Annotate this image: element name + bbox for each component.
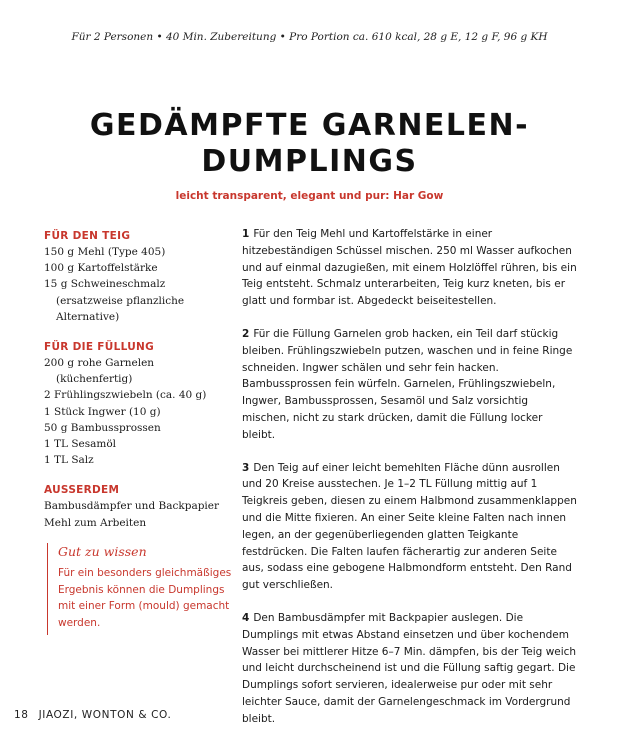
ingredient-item: 100 g Kartoffelstärke [44, 262, 158, 275]
ingredient-item: Mehl zum Arbeiten [44, 516, 147, 529]
step-text: Für die Füllung Garnelen grob hacken, ein Teil darf stückig bleiben. Frühlingszwiebeln putzen, waschen und in feine Ringe schneiden. Ingwer schälen und sehr fein hacken. Bambussprossen fein würfeln. Garnelen, Frühlingszwiebeln, Ingwer, Bambussprossen, Sesamöl und Salz vorsichtig mischen, nicht zu stark drücken, damit die Füllung locker bleibt. [242, 327, 573, 441]
ingredient-item: 200 g rohe Garnelen (küchenfertig) [44, 357, 155, 386]
recipe-title-line-1: GEDÄMPFTE GARNELEN- [89, 108, 530, 143]
ingredient-item: 1 TL Sesamöl [44, 438, 117, 451]
recipe-title [0, 108, 619, 180]
section-heading: FÜR DEN TEIG [44, 230, 131, 242]
ingredients-section-filling [44, 339, 226, 468]
ingredient-item: 150 g Mehl (Type 405) [44, 246, 166, 258]
ingredient-item: 1 Stück Ingwer (10 g) [44, 405, 161, 418]
step-text: Den Bambusdämpfer mit Backpapier auslegen. Die Dumplings mit etwas Abstand einsetzen und über kochendem Wasser bei mittlerer Hitze 6–7 Min. dämpfen, bis der Teig weich und leicht durchscheinend ist und die Füllung saftig gegart. Die Dumplings sofort servieren, idealerweise pur oder mit sehr leichter Sauce, damit der Garnelengeschmack im Vordergrund bleibt. [242, 611, 577, 725]
step-number: 3 [242, 461, 250, 474]
recipe-meta-line: Für 2 Personen • 40 Min. Zubereitung • Pro Portion ca. 610 kcal, 28 g E, 12 g F, 96 g KH [71, 31, 548, 43]
step-text: Den Teig auf einer leicht bemehlten Fläche dünn ausrollen und 20 Kreise ausstechen. Je 1–2 TL Füllung mittig auf 1 Teigkreis geben, diesen zu einem Halbmond zusammenklappen und die Mitte fixieren. An einer Seite kleine Falten nach innen legen, an der gegenüberliegenden glatten Teigkante festdrücken. Die Falten laufen fächerartig zur anderen Seite aus, sodass eine gebogene Halbmondform entsteht. Den Rand gut verschließen. [242, 461, 577, 592]
ingredients-section-dough [44, 228, 226, 325]
instruction-step [242, 326, 578, 444]
page-number: 18 [14, 709, 29, 721]
ingredients-section-extras [44, 482, 226, 530]
ingredient-item: 2 Frühlingszwiebeln (ca. 40 g) [44, 389, 207, 402]
tip-text: Für ein besonders gleichmäßiges Ergebnis können die Dumplings mit einer Form (mould) gemacht werden. [58, 567, 232, 629]
tip-heading: Gut zu wissen [58, 544, 147, 559]
step-number: 4 [242, 611, 250, 624]
instruction-step [242, 460, 578, 594]
recipe-subtitle: leicht transparent, elegant und pur: Har Gow [175, 190, 444, 202]
ingredients-column [44, 228, 226, 545]
section-heading: AUSSERDEM [44, 484, 120, 497]
step-text: Für den Teig Mehl und Kartoffelstärke in einer hitzebeständigen Schüssel mischen. 250 ml Wasser aufkochen und auf einmal dazugießen, mit einem Holzlöffel rühren, bis ein Teig entsteht. Schmalz unterarbeiten, Teig kurz kneten, bis er glatt und formbar ist. Abgedeckt beiseitestellen. [242, 228, 577, 308]
ingredient-item: 15 g Schweineschmalz (ersatzweise pflanzliche Alternative) [44, 278, 185, 323]
page-footer [14, 709, 171, 721]
book-title: JIAOZI, WONTON & CO. [38, 709, 172, 721]
tip-box [47, 543, 234, 635]
ingredient-item: 1 TL Salz [44, 454, 94, 467]
instructions-column [242, 226, 578, 744]
instruction-step [242, 226, 578, 310]
step-number: 1 [242, 228, 250, 240]
step-number: 2 [242, 327, 250, 340]
recipe-title-line-2: DUMPLINGS [201, 144, 418, 179]
ingredient-item: 50 g Bambussprossen [44, 421, 161, 434]
instruction-step [242, 610, 578, 728]
ingredient-item: Bambusdämpfer und Backpapier [44, 500, 220, 513]
section-heading: FÜR DIE FÜLLUNG [44, 341, 155, 354]
